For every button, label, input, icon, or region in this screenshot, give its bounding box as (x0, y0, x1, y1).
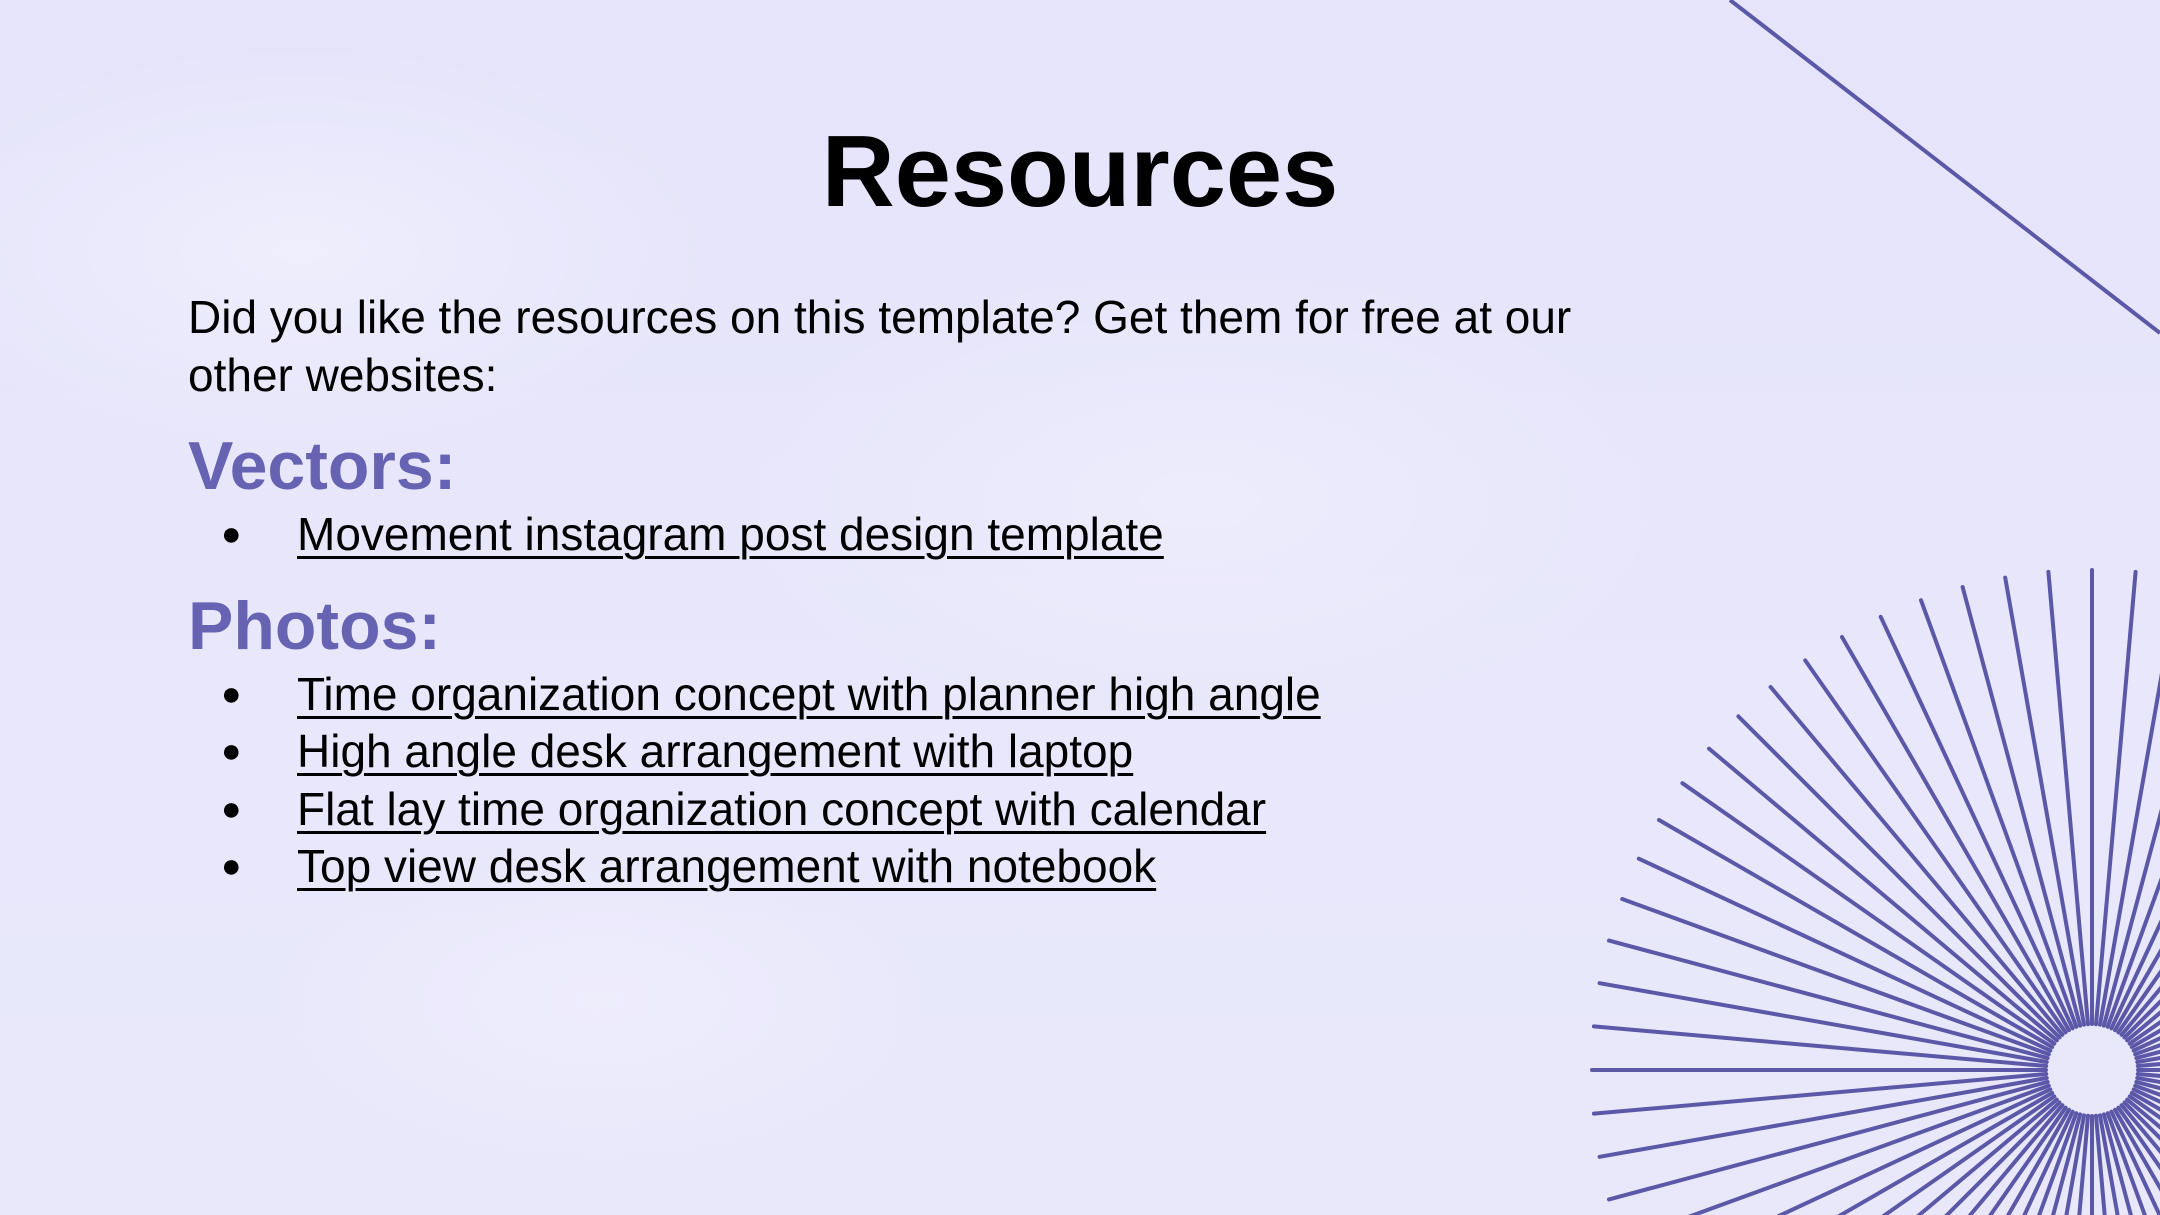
vectors-list (188, 506, 1688, 564)
starburst-ray (1594, 1074, 2046, 1114)
starburst-ray (2111, 617, 2160, 1029)
starburst-ray (2108, 1113, 2160, 1215)
starburst-ray (1771, 687, 2063, 1035)
bullet-icon: ● (221, 515, 242, 553)
starburst-ray (1963, 1114, 2081, 1215)
starburst-ray (2100, 578, 2160, 1025)
starburst-ray (1881, 617, 2073, 1029)
starburst-ray (1622, 1086, 2049, 1215)
starburst-ray (2115, 637, 2160, 1030)
starburst-ray (2104, 1114, 2160, 1215)
starburst-ray (2048, 572, 2088, 1024)
starburst-ray (1921, 1113, 2076, 1215)
starburst-ray (2122, 1105, 2160, 1215)
starburst-ray (2118, 1108, 2160, 1215)
starburst-ray (1842, 1110, 2069, 1215)
starburst-ray (2134, 859, 2160, 1051)
starburst-ray (2108, 600, 2160, 1027)
starburst-ray (1709, 1100, 2057, 1215)
starburst-ray (2130, 783, 2160, 1043)
list-item (188, 666, 1688, 724)
starburst-ray (2127, 749, 2160, 1041)
starburst-ray (2136, 1082, 2160, 1200)
starburst-ray (1842, 637, 2069, 1030)
starburst-ray (2130, 1096, 2160, 1215)
starburst-ray (2115, 1110, 2160, 1215)
bullet-icon: ● (221, 847, 242, 885)
starburst-ray (2132, 820, 2160, 1047)
starburst-ray (1594, 1026, 2046, 1066)
starburst-ray (1771, 1105, 2063, 1215)
starburst-ray (2104, 587, 2160, 1026)
starburst-ray (1639, 1089, 2051, 1215)
starburst-ray (2111, 1112, 2160, 1215)
bullet-icon: ● (221, 789, 242, 828)
starburst-ray (2096, 572, 2136, 1024)
starburst-ray (2048, 1116, 2088, 1215)
intro-text: Did you like the resources on this template? Get them for free at our other websites: (188, 291, 1572, 401)
starburst-ray (2132, 1093, 2160, 1215)
starburst-ray (1659, 1093, 2052, 1215)
starburst-ray (1600, 1078, 2047, 1157)
list-item (188, 838, 1688, 896)
content-body (188, 288, 1688, 896)
starburst-ray (1622, 899, 2049, 1054)
vectors-heading: Vectors: (188, 428, 457, 504)
starburst-ray (2135, 1086, 2160, 1215)
starburst-ray (1738, 1103, 2059, 1215)
list-item (188, 723, 1688, 781)
starburst-ray (2127, 1100, 2160, 1215)
starburst-ray (2137, 983, 2160, 1062)
starburst-ray (1963, 587, 2081, 1026)
photo-link-desk-notebook[interactable]: Top view desk arrangement with notebook (297, 840, 1157, 892)
starburst-ray (1609, 941, 2048, 1059)
starburst-ray (2118, 660, 2160, 1032)
photos-list (188, 666, 1688, 896)
starburst-ray (1682, 1096, 2054, 1215)
bullet-icon: ● (221, 732, 242, 770)
page-title: Resources (821, 116, 1339, 228)
starburst-ray (1600, 983, 2047, 1062)
photos-heading: Photos: (188, 587, 442, 664)
starburst-ray (1881, 1112, 2073, 1215)
starburst-ray (2096, 1116, 2136, 1215)
starburst-ray (2138, 1074, 2160, 1114)
starburst-ray (2122, 687, 2160, 1035)
starburst-ray (1659, 820, 2052, 1047)
starburst-ray (1805, 660, 2065, 1032)
starburst-ray (2137, 1078, 2160, 1157)
starburst-ray (2125, 716, 2160, 1037)
starburst-ray (1682, 783, 2054, 1043)
starburst-ray (2136, 941, 2160, 1059)
list-item (188, 506, 1688, 564)
starburst-ray (1805, 1108, 2065, 1215)
vector-link-movement-instagram[interactable]: Movement instagram post design template (297, 508, 1164, 560)
starburst-ray (1609, 1082, 2048, 1200)
photo-link-flat-lay-calendar[interactable]: Flat lay time organization concept with calendar (297, 782, 1267, 835)
starburst-ray (1639, 859, 2051, 1051)
photo-link-desk-laptop[interactable]: High angle desk arrangement with laptop (297, 725, 1134, 777)
starburst-ray (2135, 899, 2160, 1054)
bullet-icon: ● (221, 674, 242, 713)
starburst-ray (2134, 1089, 2160, 1215)
starburst-ray (2005, 578, 2084, 1025)
starburst-ray (1738, 716, 2059, 1037)
list-item (188, 781, 1688, 839)
starburst-ray (2005, 1115, 2084, 1215)
starburst-ray (2125, 1103, 2160, 1215)
starburst-ray (1709, 749, 2057, 1041)
starburst-ray (2100, 1115, 2160, 1215)
starburst-ray (1921, 600, 2076, 1027)
photo-link-time-organization-planner[interactable]: Time organization concept with planner high angle (297, 667, 1321, 720)
starburst-ray (2138, 1026, 2160, 1066)
